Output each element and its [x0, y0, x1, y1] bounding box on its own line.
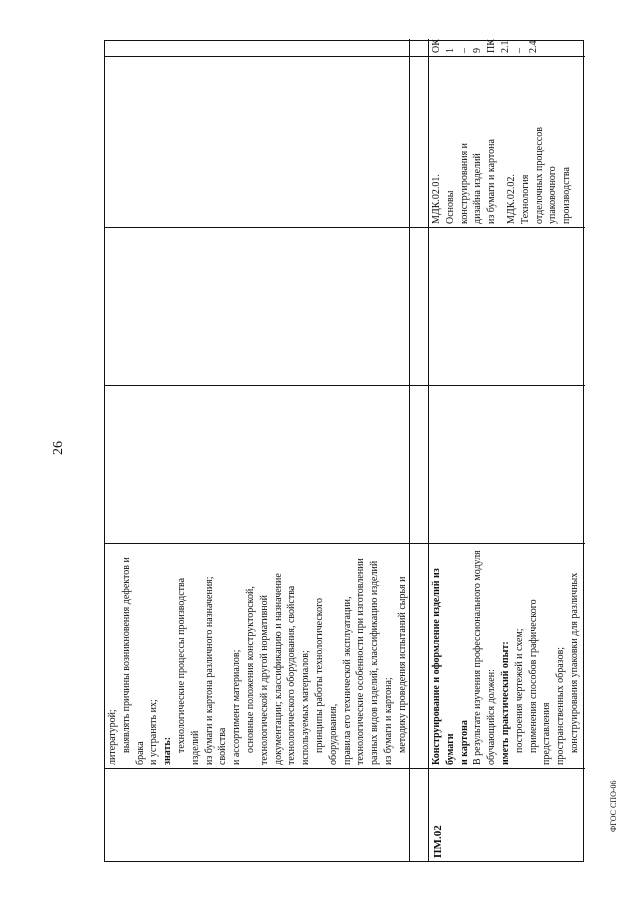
table-cell-competence-pm02 — [429, 39, 585, 56]
text-line: правила его технической эксплуатации, — [341, 596, 353, 765]
text-line: обучающийся должен: — [486, 669, 498, 765]
text-line: иметь практический опыт: — [499, 641, 511, 765]
text-line: и устранять их; — [148, 699, 160, 765]
curriculum-table — [104, 40, 584, 862]
text-line: из бумаги и картона; — [382, 677, 394, 765]
competence-line: ПК 2.1 – 2.4 — [486, 39, 539, 53]
page-number: 26 — [51, 441, 66, 455]
table-cell-content-pm02 — [429, 543, 585, 768]
module-title-line: Конструирование и оформление изделий из бумаги — [431, 568, 456, 765]
module-title-line: и картона — [458, 720, 470, 765]
table-cell-hours-class-prev — [105, 227, 410, 385]
table-cell-empty — [410, 768, 429, 861]
text-line: технологической и другой нормативной — [258, 595, 270, 765]
table-cell-empty — [410, 543, 429, 768]
text-line: документации; классификацию и назначение — [272, 573, 284, 765]
text-line: применения способов графического представления — [527, 599, 553, 765]
text-line: используемых материалов; — [300, 650, 312, 765]
text-line: В результате изучения профессионального модуля — [472, 550, 484, 765]
table-cell-content-prev — [105, 543, 410, 768]
table-cell-mdk-pm02 — [429, 56, 585, 227]
competence-line: ОК 1 – 9 — [431, 39, 484, 53]
mdk-line: упаковочного — [547, 166, 559, 224]
text-line: из бумаги и картона различного назначения; свойства — [203, 576, 229, 765]
text-line: основные положения конструкторской, — [244, 586, 256, 753]
text-line: литературой; — [107, 709, 118, 765]
table-cell-hours-class-pm02 — [429, 227, 585, 385]
mdk-line: МДК.02.02. — [505, 174, 517, 224]
mdk-line: дизайна изделий — [472, 153, 484, 224]
text-line: построения чертежей и схем; — [513, 628, 525, 753]
mdk-line: отделочных процессов — [533, 127, 545, 224]
mdk-line: конструирования и — [458, 142, 470, 224]
table-cell-code-prev — [105, 768, 410, 861]
table-cell-competence-prev — [105, 39, 410, 56]
text-line: методику проведения испытаний сырья и — [396, 576, 408, 753]
table-cell-hours-max-pm02 — [429, 385, 585, 543]
table-cell-empty — [410, 227, 429, 385]
table-cell-empty — [410, 39, 429, 56]
mdk-line: Основы — [444, 190, 456, 224]
mdk-line: из бумаги и картона — [486, 139, 498, 224]
table-cell-code-pm02: ПМ.02 — [429, 768, 585, 861]
text-line: и ассортимент материалов; — [231, 649, 243, 765]
table-cell-hours-max-prev — [105, 385, 410, 543]
table-cell-empty — [410, 56, 429, 227]
text-line: разных видов изделий, классификацию изделий — [369, 560, 381, 765]
text-line: знать: — [162, 736, 174, 765]
text-line: технологические процессы производства изделий — [175, 577, 201, 765]
text-line: пространственных образов; — [555, 646, 567, 765]
footer-code: ФГОС СПО-06 — [609, 780, 618, 832]
text-line: выявлять причины возникновения дефектов и брака — [120, 557, 146, 765]
text-line: принципы работы технологического оборудования, — [313, 597, 339, 765]
text-line: конструирования упаковки для различных видов — [568, 572, 585, 765]
text-line: технологического оборудования, свойства — [286, 585, 298, 765]
mdk-line: производства — [561, 167, 573, 224]
mdk-line: Технология — [519, 174, 531, 224]
table-cell-mdk-prev — [105, 56, 410, 227]
table-cell-empty — [410, 385, 429, 543]
mdk-line: МДК.02.01. — [431, 174, 442, 224]
text-line: технологические особенности при изготовлении — [355, 558, 367, 765]
